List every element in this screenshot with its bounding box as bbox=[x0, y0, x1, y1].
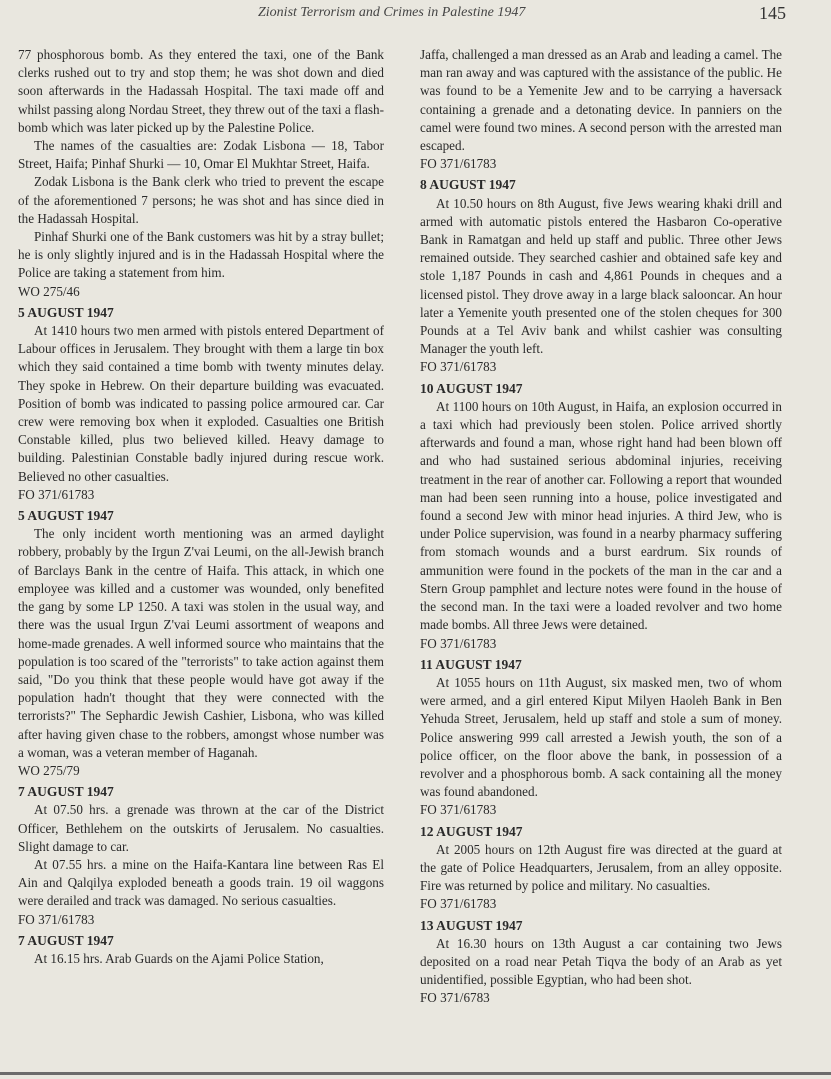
date-heading: 13 AUGUST 1947 bbox=[420, 917, 523, 933]
body-paragraph: At 07.50 hrs. a grenade was thrown at the car of the District Officer, Bethlehem on the outskirts of Jerusalem. No casualties. Slight damage to car. bbox=[18, 802, 384, 854]
archive-reference: FO 371/6783 bbox=[420, 990, 490, 1006]
body-paragraph: At 1100 hours on 10th August, in Haifa, an explosion occurred in a taxi which had previously been stolen. Police arrived shortly afterwards and found a man, whose right hand had been blown off and who had sustained serious abdominal injuries, receiving treatment in the rear of another car. Following a report that wounded man had been seen running into a house, police investigated and found a second Jew with minor head injuries. A third Jew, who is under Police supervision, was found in a nearby pharmacy suffering from stomach wounds and a burst eardrum. Six rounds of ammunition were found in the pockets of the man in the car and a Stern Group pamphlet and lecture notes were found in the house of the second man. In the taxi were a loaded revolver and two home made bombs. All three Jews were detained. bbox=[420, 398, 782, 633]
body-paragraph: Jaffa, challenged a man dressed as an Arab and leading a camel. The man ran away and was captured with the assistance of the public. He was found to be a Yemenite Jew and to be carrying a haversack containing a grenade and a detonating device. In panniers on the camel were found two mines. A second person with the arrested man escaped. bbox=[420, 47, 782, 154]
body-paragraph: At 2005 hours on 12th August fire was directed at the guard at the gate of Police Headquarters, Jerusalem, from an alley opposite. Fire was returned by police and military. No casualties. bbox=[420, 841, 782, 894]
body-paragraph: The only incident worth mentioning was an armed daylight robbery, probably by the Irgun Z'vai Leumi, on the all-Jewish branch of Barclays Bank in the centre of Haifa. This attack, in which one employee was killed and a customer was wounded, only benefited the gang by some LP 1250. A taxi was stolen in the usual way, and there was the usual Irgun Z'vai Leumi assortment of weapons and home-made grenades. A well informed source who maintains that the population is too scared of the "terrorists" to take action against them said, "Do you think that these people would have got away if the population hadn't thought that they were connected with the terrorists?" The Sephardic Jewish Cashier, Lisbona, who was killed after having given chase to the robbers, amongst whose number was a woman, was a veteran member of Haganah. bbox=[18, 526, 384, 760]
page-header bbox=[0, 3, 831, 25]
body-paragraph: Zodak Lisbona is the Bank clerk who tried to prevent the escape of the aforementioned 7 persons; he was shot and has since died in the Hadassah Hospital. bbox=[18, 174, 384, 226]
archive-reference: WO 275/46 bbox=[18, 283, 80, 299]
body-paragraph: At 16.15 hrs. Arab Guards on the Ajami Police Station, bbox=[34, 950, 324, 966]
archive-reference: FO 371/61783 bbox=[18, 486, 95, 502]
date-heading: 10 AUGUST 1947 bbox=[420, 380, 523, 396]
body-paragraph: The names of the casualties are: Zodak Lisbona — 18, Tabor Street, Haifa; Pinhaf Shurki — 10, Omar El Mukhtar Street, Haifa. bbox=[18, 138, 384, 172]
body-paragraph: At 10.50 hours on 8th August, five Jews wearing khaki drill and armed with automatic pistols entered the Hasbaron Co-operative Bank in Ramatgan and held up staff and public. Three other Jews remained outside. They searched cashier and obtained safe key and stole 1,187 Pounds in cash and 4,861 Pounds in cheques and a licensed pistol. They drove away in a large black salooncar. An hour later a Yemenite youth presented one of the stolen cheques for 300 Pounds at a Tel Aviv bank and whilst cashier was consulting Manager the youth left. bbox=[420, 195, 782, 357]
body-paragraph: At 07.55 hrs. a mine on the Haifa-Kantara line between Ras El Ain and Qalqilya exploded beneath a goods train. 19 oil waggons were derailed and track was damaged. No serious casualties. bbox=[18, 856, 384, 909]
archive-reference: FO 371/61783 bbox=[420, 635, 497, 651]
archive-reference: FO 371/61783 bbox=[420, 896, 497, 912]
date-heading: 5 AUGUST 1947 bbox=[18, 508, 114, 524]
body-paragraph: At 1055 hours on 11th August, six masked men, two of whom were armed, and a girl entered Kiput Milyen Haoleh Bank in Ben Yehuda Street, Jerusalem, held up staff and stole a sum of money. Police answering 999 call arrested a Jewish youth, the son of a police officer, on the floor above the bank, in possession of a revolver and a phosphorous bomb. A sack containing all the money was found abandoned. bbox=[420, 674, 782, 800]
date-heading: 12 AUGUST 1947 bbox=[420, 823, 523, 839]
date-heading: 11 AUGUST 1947 bbox=[420, 656, 522, 672]
archive-reference: WO 275/79 bbox=[18, 762, 80, 778]
body-paragraph: At 16.30 hours on 13th August a car containing two Jews deposited on a road near Petah Tiqva the body of an Arab as yet unidentified, possible Egyptian, who had been shot. bbox=[420, 935, 782, 988]
page-number: 145 bbox=[759, 3, 786, 23]
body-paragraph: Pinhaf Shurki one of the Bank customers was hit by a stray bullet; he is only slightly injured and is in the Hadassah Hospital where the Police are taking a statement from him. bbox=[18, 229, 384, 281]
archive-reference: FO 371/61783 bbox=[18, 911, 95, 927]
body-paragraph: At 1410 hours two men armed with pistols entered Department of Labour offices in Jerusalem. They brought with them a large tin box which they said contained a time bomb with twenty minutes delay. They spoke in Hebrew. On their departure building was evacuated. Position of bomb was indicated to passing police armoured car. Car crew were removing box when it exploded. Casualties one British Constable killed, plus two believed killed. Heavy damage to building. Palestinian Constable badly injured during rescue work. Believed no other casualties. bbox=[18, 323, 384, 484]
date-heading: 7 AUGUST 1947 bbox=[18, 784, 114, 800]
running-title: Zionist Terrorism and Crimes in Palestine 1947 bbox=[258, 5, 526, 20]
body-paragraph: 77 phosphorous bomb. As they entered the taxi, one of the Bank clerks rushed out to try and stop them; he was shot down and died soon afterwards in the Hadassah Hospital. The taxi made off and whilst passing along Nordau Street, they threw out of the taxi a flash-bomb which was later picked up by the Palestine Police. bbox=[18, 47, 384, 135]
date-heading: 8 AUGUST 1947 bbox=[420, 177, 516, 193]
left-column bbox=[18, 46, 384, 968]
bottom-rule bbox=[0, 1072, 831, 1075]
archive-reference: FO 371/61783 bbox=[420, 156, 497, 172]
right-column bbox=[420, 46, 782, 1008]
date-heading: 7 AUGUST 1947 bbox=[18, 932, 114, 948]
archive-reference: FO 371/61783 bbox=[420, 359, 497, 375]
date-heading: 5 AUGUST 1947 bbox=[18, 304, 114, 320]
archive-reference: FO 371/61783 bbox=[420, 802, 497, 818]
